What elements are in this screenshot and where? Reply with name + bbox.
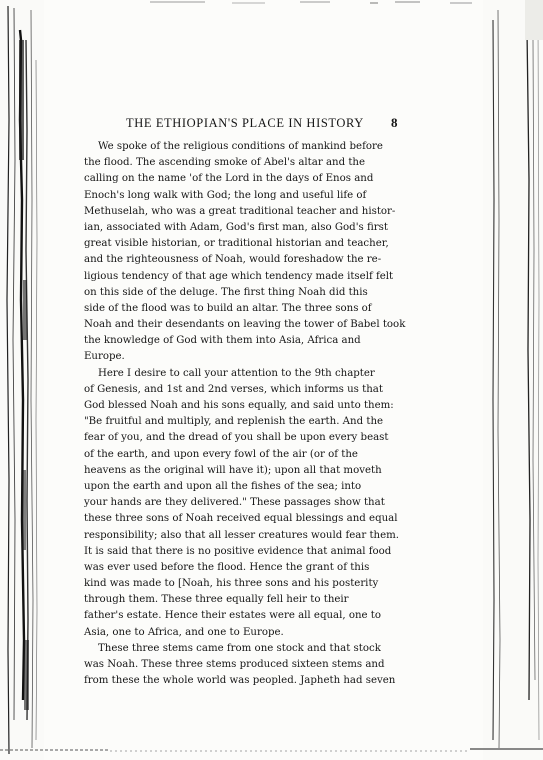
text-line: "Be fruitful and multiply, and replenish the earth. And the [84,416,384,428]
text-line: side of the flood was to build an altar. The three sons of [84,302,372,314]
scan-top-edge [0,0,543,20]
text-line: of Genesis, and 1st and 2nd verses, which informs us that [84,383,383,395]
text-line: Asia, one to Africa, and one to Europe. [84,626,284,638]
body-text [84,139,430,689]
text-line: upon the earth and upon all the fishes of the sea; into [84,480,362,492]
text-line: heavens as the original will have it); upon all that moveth [84,464,382,476]
text-line: father's estate. Hence their estates were all equal, one to [84,610,382,622]
page-number: 8 [391,115,398,130]
text-line: your hands are they delivered." These passages show that [84,497,385,509]
running-head: THE ETHIOPIAN'S PLACE IN HISTORY [126,116,364,130]
text-line: calling on the name 'of the Lord in the days of Enos and [84,173,374,185]
text-line: was Noah. These three stems produced sixteen stems and [84,659,385,670]
text-line: ian, associated with Adam, God's first man, also God's first [84,221,388,233]
text-line: fear of you, and the dread of you shall be upon every beast [84,432,389,444]
text-line: Europe. [84,351,125,363]
text-line: great visible historian, or traditional historian and teacher, [84,238,389,250]
text-line: It is said that there is no positive evidence that animal food [84,545,392,557]
text-line: God blessed Noah and his sons equally, and said unto them: [84,400,394,411]
scan-bottom-edge [0,740,543,760]
left-binding-edge [0,0,44,760]
text-line: of the earth, and upon every fowl of the air (or of the [84,448,358,460]
text-line: Noah and their desendants on leaving the tower of Babel took [84,319,406,331]
text-line: these three sons of Noah received equal blessings and equal [84,513,398,525]
text-line: the flood. The ascending smoke of Abel's altar and the [84,157,366,169]
text-line: was ever used before the flood. Hence the grant of this [84,561,370,573]
text-line: responsibility; also that all lesser creatures would fear them. [84,529,400,541]
right-binding-edge [483,0,543,760]
text-line: the knowledge of God with them into Asia, Africa and [84,335,361,347]
text-line: ligious tendency of that age which tendency made itself felt [84,270,394,282]
text-line: Enoch's long walk with God; the long and useful life of [84,189,367,201]
text-line: Methuselah, who was a great traditional teacher and histor- [84,205,396,217]
text-line: We spoke of the religious conditions of mankind before [98,141,383,152]
text-line: on this side of the deluge. The first thing Noah did this [84,286,368,298]
text-line: Here I desire to call your attention to the 9th chapter [98,367,375,379]
text-line: and the righteousness of Noah, would foreshadow the re- [84,254,382,266]
text-line: These three stems came from one stock and that stock [98,642,381,654]
text-line: kind was made to [Noah, his three sons and his posterity [84,578,379,590]
text-line: through them. These three equally fell heir to their [84,594,349,606]
text-line: from these the whole world was peopled. Japheth had seven [84,675,396,687]
